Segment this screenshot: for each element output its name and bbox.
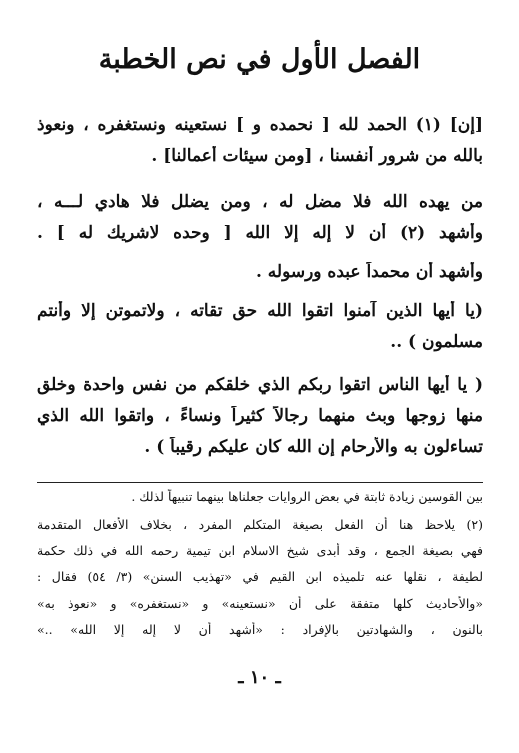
page-number: ـ ١٠ ـ [238, 667, 281, 688]
footnote-separator [37, 482, 483, 483]
text-line: من يهده الله فلا مضل له ، ومن يضلل فلا هادي لـــه ، [37, 192, 483, 212]
text-line: ( يا أيها الناس اتقوا ربكم الذي خلقكم من نفس واحدة وخلق [37, 375, 483, 395]
text-line: مسلمون ) .. [390, 332, 483, 352]
footnote-line: بين القوسين زيادة ثابتة في بعض الروايات جعلناها بينهما تنبيهاً لذلك . [131, 489, 483, 504]
text-line: وأشهد (٢) أن لا إله إلا الله [ وحده لاشريك له ] . [37, 223, 483, 243]
text-line: بالله من شرور أنفسنا ، [ومن سيئات أعمالنا] . [151, 146, 483, 166]
footnote-line: لطيفة ، نقلها عنه تلميذه ابن القيم في «تهذيب السنن» (٣/ ٥٤) فقال : [37, 569, 483, 584]
text-line: (يا أيها الذين آمنوا اتقوا الله حق تقاته ، ولاتموتن إلا وأنتم [37, 301, 483, 321]
text-line: وأشهد أن محمداً عبده ورسوله . [255, 262, 483, 282]
text-line: [إن] (١) الحمد لله [ نحمده و ] نستعينه ونستغفره ، ونعوذ [37, 115, 483, 135]
chapter-title: الفصل الأول في نص الخطبة [98, 44, 421, 75]
footnote-line: بالنون ، والشهادتين بالإفراد : «أشهد أن لا إله إلا الله» ..» [37, 622, 483, 637]
footnote-line: «والأحاديث كلها متفقة على أن «نستعينه» و «نستغفره» و «نعوذ به» [37, 596, 483, 611]
text-line: منها زوجها وبث منهما رجالاً كثيراً ونساءً ، واتقوا الله الذي [37, 406, 483, 426]
footnote-line: فهي بصيغة الجمع ، وقد أبدى شيخ الاسلام ابن تيمية رحمه الله في ذلك حكمة [37, 543, 483, 558]
text-line: تساءلون به والأرحام إن الله كان عليكم رقيباً ) . [144, 437, 483, 457]
footnote-line: (٢) يلاحظ هنا أن الفعل بصيغة المتكلم المفرد ، بخلاف الأفعال المتقدمة [37, 517, 483, 532]
